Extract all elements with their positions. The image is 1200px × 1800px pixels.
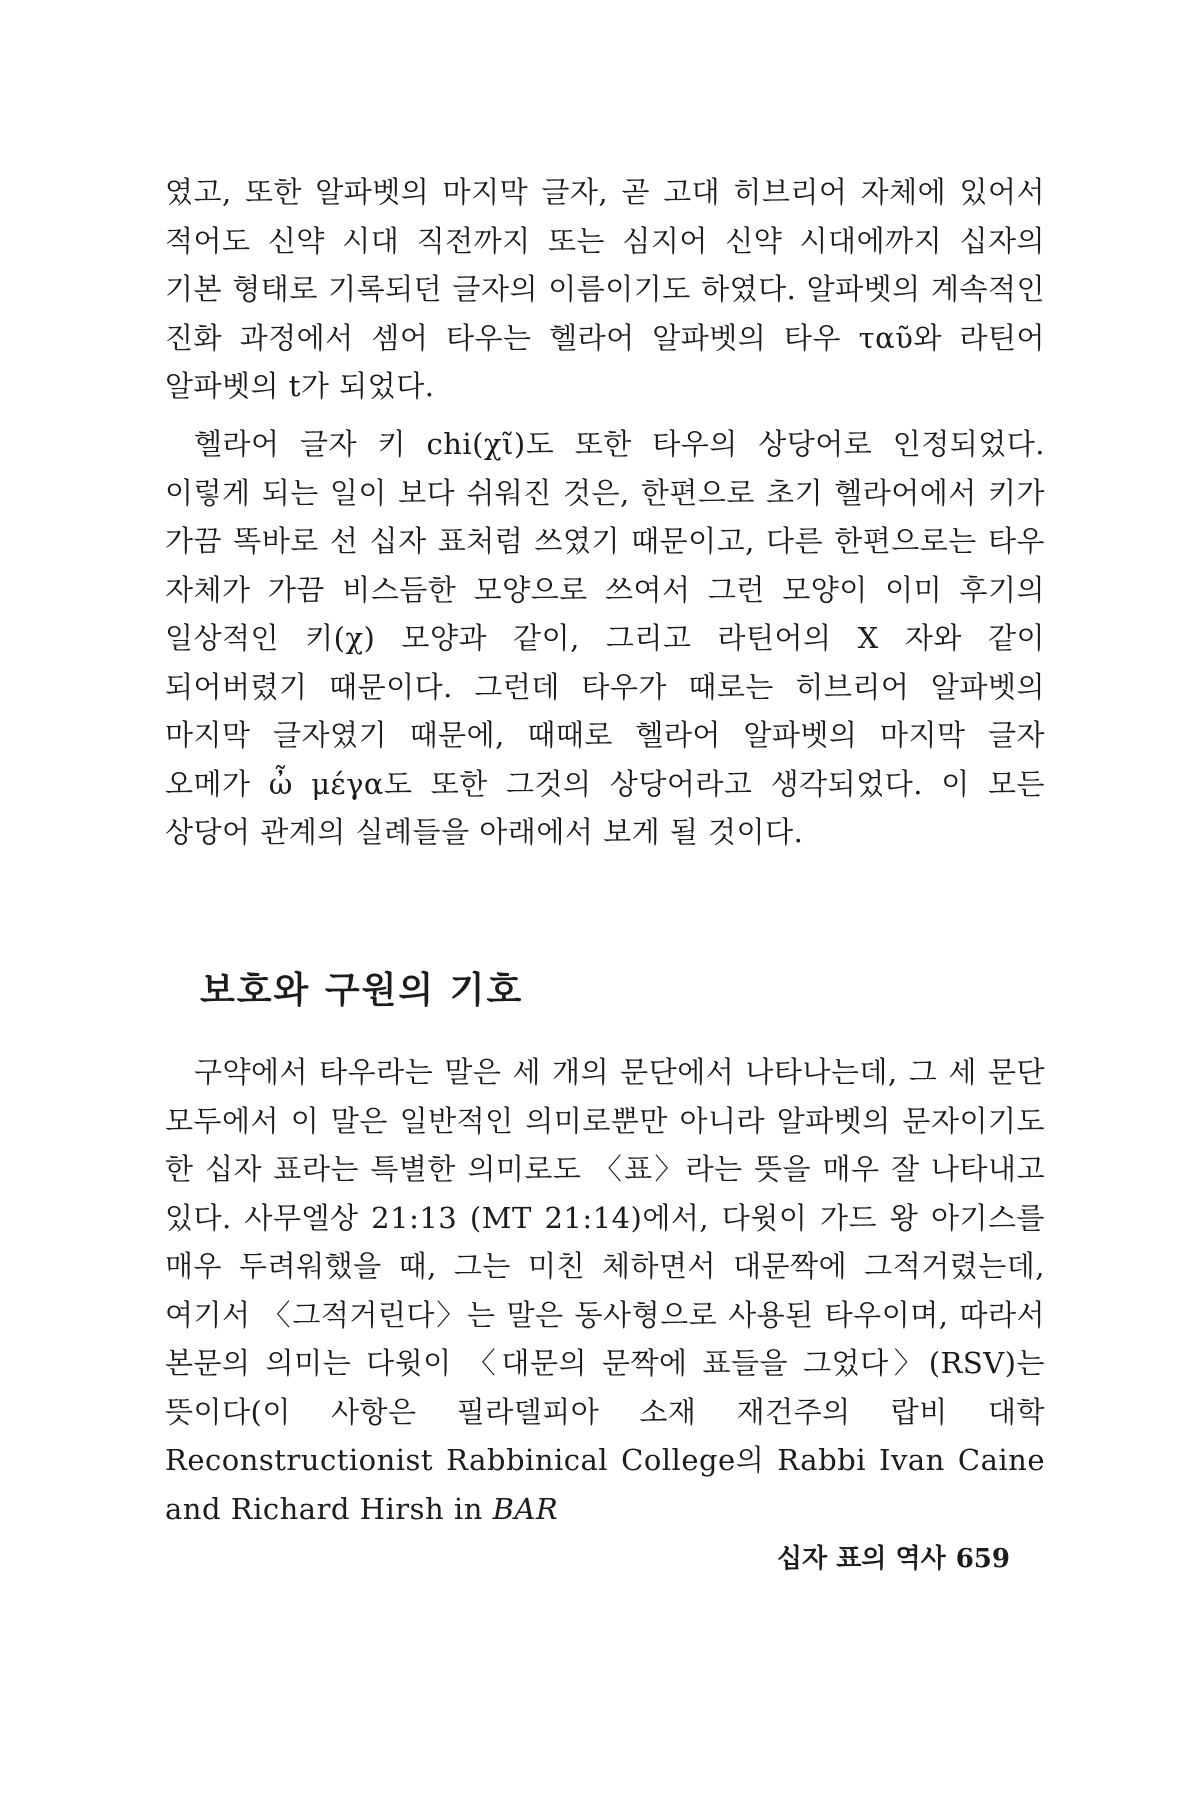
body-paragraph-tau-old-testament (165, 1048, 1045, 1533)
section-heading: 보호와 구원의 기호 (200, 970, 524, 1011)
page-footer (777, 1538, 1010, 1575)
page-number: 659 (955, 1544, 1010, 1574)
body-paragraph-chi: 헬라어 글자 키 chi(χῖ)도 또한 타우의 상당어로 인정되었다. 이렇게 되는 일이 보다 쉬워진 것은, 한편으로 초기 헬라어에서 키가 가끔 똑바로 선 십자 표처럼 쓰였기 때문이고, 다른 한편으로는 타우 자체가 가끔 비스듬한 모양으로 쓰여서 그런 모양이 이미 후기의 일상적인 키(χ) 모양과 같이, 그리고 라틴어의 X 자와 같이 되어버렸기 때문이다. 그런데 타우가 때로는 히브리어 알파벳의 마지막 글자였기 때문에, 때때로 헬라어 알파벳의 마지막 글자 오메가 ὦ μέγα도 또한 그것의 상당어라고 생각되었다. 이 모든 상당어 관계의 실례들을 아래에서 보게 될 것이다. (165, 427, 1045, 849)
running-title: 십자 표의 역사 (776, 1544, 946, 1574)
paragraph-text: 구약에서 타우라는 말은 세 개의 문단에서 나타나는데, 그 세 문단 모두에서 이 말은 일반적인 의미로뿐만 아니라 알파벳의 문자이기도 한 십자 표라는 특별한 의미로도 〈표〉라는 뜻을 매우 잘 나타내고 있다. 사무엘상 21:13 (MT 21:14)에서, 다윗이 가드 왕 아기스를 매우 두려워했을 때, 그는 미친 체하면서 대문짝에 그적거렸는데, 여기서 〈그적거린다〉는 말은 동사형으로 사용된 타우이며, 따라서 본문의 의미는 다윗이 〈대문의 문짝에 표들을 그었다〉(RSV)는 뜻이다(이 사항은 필라델피아 소재 재건주의 랍비 대학 Reconstructionist Rabbinical College의 Rabbi Ivan Caine and Richard Hirsh in (165, 1055, 1045, 1526)
journal-abbreviation: BAR (492, 1491, 559, 1526)
body-paragraph-continued: 였고, 또한 알파벳의 마지막 글자, 곧 고대 히브리어 자체에 있어서 적어도 신약 시대 직전까지 또는 심지어 신약 시대에까지 십자의 기본 형태로 기록되던 글자의 이름이기도 하였다. 알파벳의 계속적인 진화 과정에서 셈어 타우는 헬라어 알파벳의 타우 ταῦ와 라틴어 알파벳의 t가 되었다. (165, 175, 1045, 403)
